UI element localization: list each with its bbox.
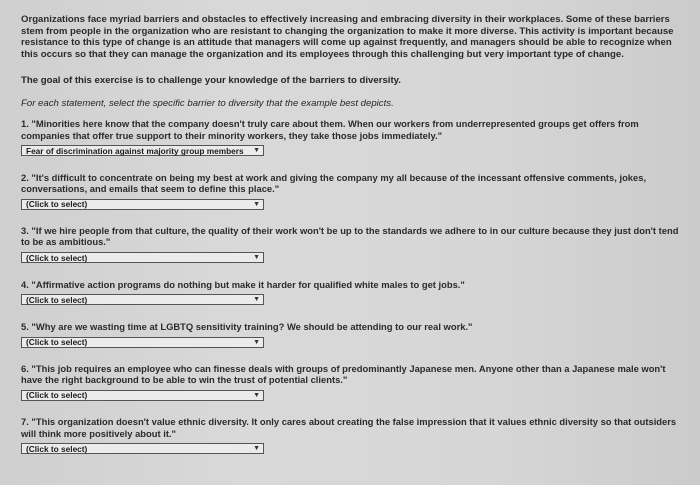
barrier-select-2[interactable] — [21, 199, 264, 210]
question-6 — [21, 363, 681, 403]
question-text: 4. "Affirmative action programs do nothing but make it harder for qualified white males to get jobs." — [21, 278, 465, 290]
select-value: (Click to select) — [26, 252, 88, 263]
question-text: 6. "This job requires an employee who can finesse deals with groups of predominantly Japanese men. Anyone other than a Japanese male won't have the right background to be able to win the trust of potential clients." — [21, 363, 666, 386]
question-1 — [21, 118, 681, 158]
select-value: Fear of discrimination against majority group members — [26, 145, 244, 156]
barrier-select-3[interactable] — [21, 252, 264, 263]
question-text: 7. "This organization doesn't value ethnic diversity. It only cares about creating the false impression that it values ethnic diversity so that outsiders will think more positively about it." — [21, 416, 677, 439]
select-value: (Click to select) — [26, 199, 88, 210]
chevron-down-icon: ▼ — [253, 147, 260, 155]
chevron-down-icon: ▼ — [253, 296, 260, 304]
question-4 — [21, 279, 681, 308]
question-2 — [21, 172, 681, 212]
question-text: 2. "It's difficult to concentrate on being my best at work and giving the company my all because of the incessant offensive comments, jokes, conversations, and emails that seem to define this place." — [21, 171, 647, 194]
select-value: (Click to select) — [26, 294, 88, 305]
select-value: (Click to select) — [26, 390, 88, 401]
barrier-select-6[interactable] — [21, 390, 264, 401]
goal-text: The goal of this exercise is to challenge your knowledge of the barriers to diversity. — [21, 75, 401, 87]
instructions-text: For each statement, select the specific barrier to diversity that the example best depicts. — [21, 98, 394, 110]
chevron-down-icon: ▼ — [253, 200, 260, 208]
barrier-select-5[interactable] — [21, 337, 264, 348]
question-text: 5. "Why are we wasting time at LGBTQ sensitivity training? We should be attending to our real work." — [21, 320, 473, 332]
chevron-down-icon: ▼ — [253, 338, 260, 346]
chevron-down-icon: ▼ — [253, 391, 260, 399]
chevron-down-icon: ▼ — [253, 445, 260, 453]
question-5 — [21, 321, 681, 350]
barrier-select-7[interactable] — [21, 443, 264, 454]
question-7 — [21, 416, 681, 456]
select-value: (Click to select) — [26, 443, 88, 454]
chevron-down-icon: ▼ — [253, 254, 260, 262]
intro-paragraph: Organizations face myriad barriers and obstacles to effectively increasing and embracing diversity in their workplaces. Some of these barriers stem from people in the organization who are resistant to changing the organization to make it more diverse. This activity is important because resistance to this type of change is an attitude that managers will come up against frequently, and managers should be able to recognize when this occurs so that they can manage the organization and its employees through this challenging but very important type of change. — [21, 14, 674, 60]
question-text: 3. "If we hire people from that culture, the quality of their work won't be up to the standards we adhere to in our culture because they just don't tend to be as ambitious." — [21, 225, 679, 248]
question-text: 1. "Minorities here know that the company doesn't truly care about them. When our workers from underrepresented groups get offers from companies that offer true support to their minority workers, they take those jobs immediately." — [21, 118, 639, 141]
barrier-select-4[interactable] — [21, 294, 264, 305]
select-value: (Click to select) — [26, 337, 88, 347]
barrier-select-1[interactable] — [21, 145, 264, 156]
question-3 — [21, 225, 681, 265]
